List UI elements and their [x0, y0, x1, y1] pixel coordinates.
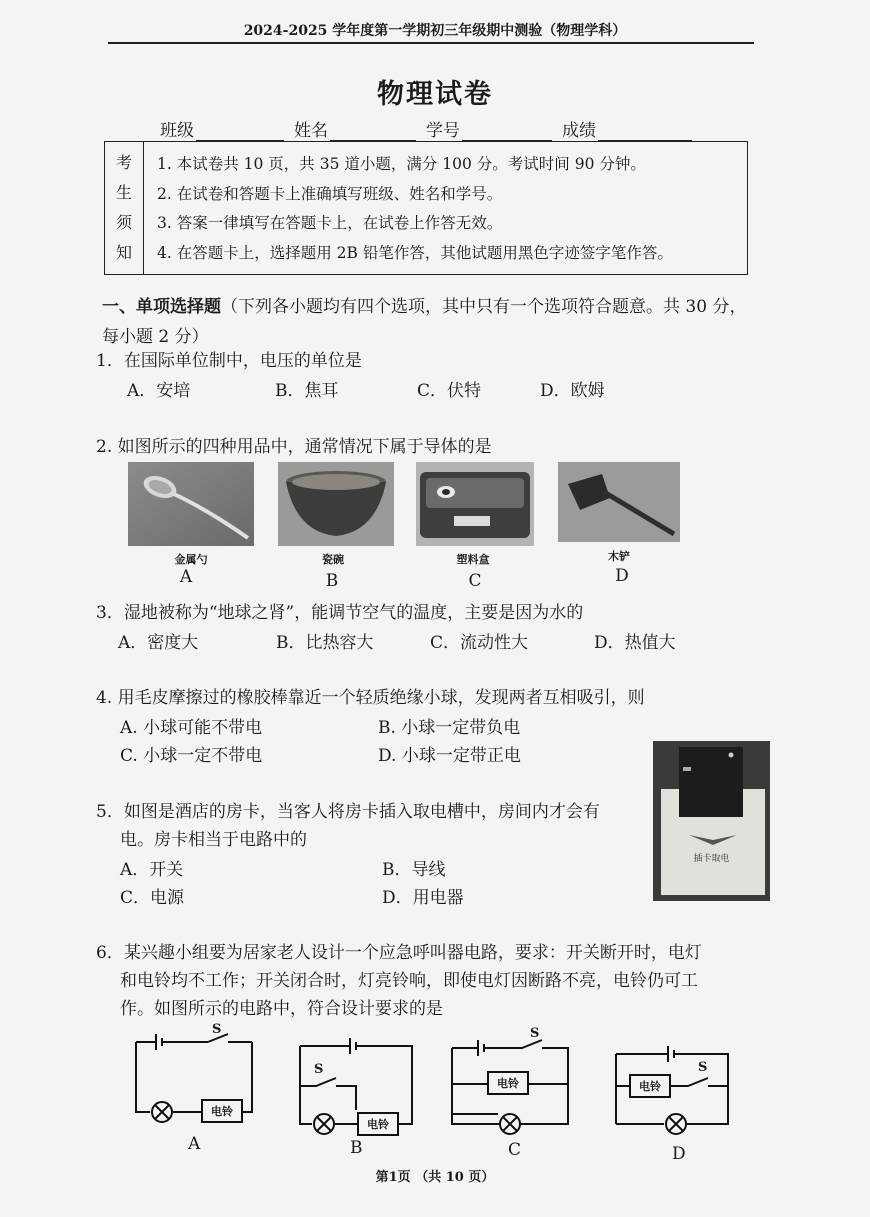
notice-line: 2. 在试卷和答题卡上准确填写班级、姓名和学号。 [157, 184, 503, 203]
room-card-photo [653, 741, 770, 901]
exam-header: 2024-2025 学年度第一学期初三年级期中测验（物理学科） [243, 23, 627, 39]
option[interactable]: D．用电器 [382, 888, 464, 908]
circuit-diagram-b[interactable]: S 电铃 B [296, 1028, 418, 1160]
option[interactable]: C．伏特 [417, 381, 482, 401]
notice-label: 考 生 须 知 [105, 142, 144, 274]
metal-spoon-photo [128, 462, 254, 546]
question-stem: 6．某兴趣小组要为居家老人设计一个应急呼叫器电路，要求：开关断开时，电灯 [96, 943, 702, 963]
question-stem: 2. 如图所示的四种用品中，通常情况下属于导体的是 [96, 437, 492, 457]
figure-letter[interactable]: D [615, 566, 629, 586]
name-field[interactable]: 姓名 [294, 116, 416, 141]
figure-caption: 金属勺 [174, 553, 208, 566]
circuit-letter: B [350, 1138, 363, 1158]
question-stem: 作。如图所示的电路中，符合设计要求的是 [120, 999, 443, 1019]
option[interactable]: A．开关 [120, 860, 184, 880]
wooden-spatula-photo [558, 462, 680, 542]
option[interactable]: D．欧姆 [540, 381, 605, 401]
notice-line: 4. 在答题卡上，选择题用 2B 铅笔作答，其他试题用黑色字迹签字笔作答。 [157, 243, 673, 262]
page-number: 第1页 （共 10 页） [375, 1170, 495, 1185]
notice-lines [157, 150, 673, 268]
figure-letter[interactable]: B [325, 571, 339, 591]
option[interactable]: D．热值大 [594, 633, 676, 653]
option[interactable]: C．电源 [120, 888, 185, 908]
circuit-diagram-d[interactable]: S 电铃 D [612, 1038, 732, 1166]
porcelain-bowl-photo [278, 462, 394, 546]
section-heading: 一、单项选择题（下列各小题均有四个选项，其中只有一个选项符合题意。共 30 分，每小题 2 分） [102, 297, 747, 347]
figure-letter[interactable]: C [468, 571, 482, 591]
option[interactable]: B．导线 [382, 860, 446, 880]
exam-notice-box [104, 141, 748, 275]
header-divider [108, 42, 754, 44]
option[interactable]: C. 小球一定不带电 [120, 746, 263, 766]
option[interactable]: D. 小球一定带正电 [378, 746, 521, 766]
question-stem: 和电铃均不工作；开关闭合时，灯亮铃响，即使电灯因断路不亮，电铃仍可工 [120, 971, 698, 991]
option[interactable]: A．安培 [127, 381, 191, 401]
option[interactable]: C．流动性大 [430, 633, 529, 653]
option[interactable]: B．比热容大 [276, 633, 374, 653]
figure-caption: 木铲 [608, 550, 630, 563]
circuit-letter: C [508, 1140, 522, 1160]
score-field[interactable]: 成绩 [562, 116, 692, 141]
question-stem: 电。房卡相当于电路中的 [120, 830, 307, 850]
figure-letter[interactable]: A [179, 567, 193, 587]
circuit-letter: D [672, 1144, 686, 1164]
question-stem: 4. 用毛皮摩擦过的橡胶棒靠近一个轻质绝缘小球，发现两者互相吸引，则 [96, 688, 645, 708]
option[interactable]: A．密度大 [118, 633, 199, 653]
figure-caption: 塑料盒 [456, 553, 490, 566]
page-title: 物理试卷 [377, 79, 493, 110]
question-stem: 1．在国际单位制中，电压的单位是 [96, 351, 362, 371]
question-stem: 5．如图是酒店的房卡，当客人将房卡插入取电槽中，房间内才会有 [96, 802, 600, 822]
card-slot-label: 插卡取电 [693, 854, 730, 864]
figure-caption: 瓷碗 [322, 553, 344, 566]
class-field[interactable]: 班级 [160, 116, 284, 141]
student-id-field[interactable]: 学号 [426, 116, 552, 141]
plastic-box-photo [416, 462, 534, 546]
notice-line: 1. 本试卷共 10 页，共 35 道小题，满分 100 分。考试时间 90 分钟。 [157, 155, 646, 173]
circuit-diagram-c[interactable]: S 电铃 C [448, 1026, 572, 1160]
student-info-row [160, 116, 702, 141]
notice-line: 3. 答案一律填写在答题卡上，在试卷上作答无效。 [157, 214, 503, 232]
question-stem: 3．湿地被称为“地球之肾”，能调节空气的温度，主要是因为水的 [96, 603, 584, 623]
option[interactable]: A. 小球可能不带电 [120, 718, 263, 738]
option[interactable]: B．焦耳 [275, 381, 339, 401]
circuit-letter: A [188, 1134, 201, 1154]
option[interactable]: B. 小球一定带负电 [378, 718, 521, 738]
circuit-diagram-a[interactable]: S 电铃 A [128, 1022, 258, 1156]
